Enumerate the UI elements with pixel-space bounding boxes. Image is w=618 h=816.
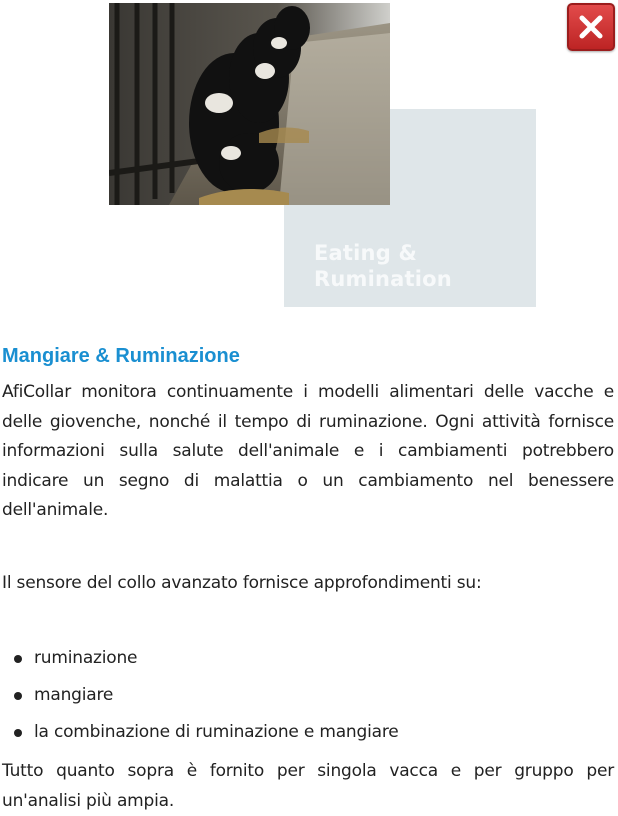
insights-intro: Il sensore del collo avanzato fornisce approfondimenti su:: [2, 573, 482, 593]
summary-paragraph: Tutto quanto sopra è fornito per singola vacca e per gruppo per un'analisi più ampia.: [2, 761, 614, 811]
close-icon: [578, 14, 604, 40]
list-item-label: la combinazione di ruminazione e mangiare: [34, 722, 399, 742]
section-title: Mangiare & Ruminazione: [2, 345, 240, 367]
bullet-icon: [14, 655, 22, 663]
intro-paragraph: AfiCollar monitora continuamente i modelli alimentari delle vacche e delle giovenche, nonché il tempo di ruminazione. Ogni attività fornisce informazioni sulla salute dell'animale e i cambiamenti potrebbero indicare un segno di malattia o un cambiamento nel benessere dell'animale.: [2, 382, 614, 520]
hero-image-area: [0, 0, 618, 320]
bullet-icon: [14, 729, 22, 737]
feature-list: [2, 640, 614, 751]
cows-eating-photo: [109, 3, 390, 205]
bullet-icon: [14, 692, 22, 700]
panel-caption: Eating & Rumination: [314, 241, 452, 291]
list-item-label: mangiare: [34, 685, 114, 705]
list-item: [2, 640, 614, 677]
list-item: [2, 714, 614, 751]
close-button[interactable]: [567, 3, 615, 51]
list-item: [2, 677, 614, 714]
list-item-label: ruminazione: [34, 648, 138, 668]
